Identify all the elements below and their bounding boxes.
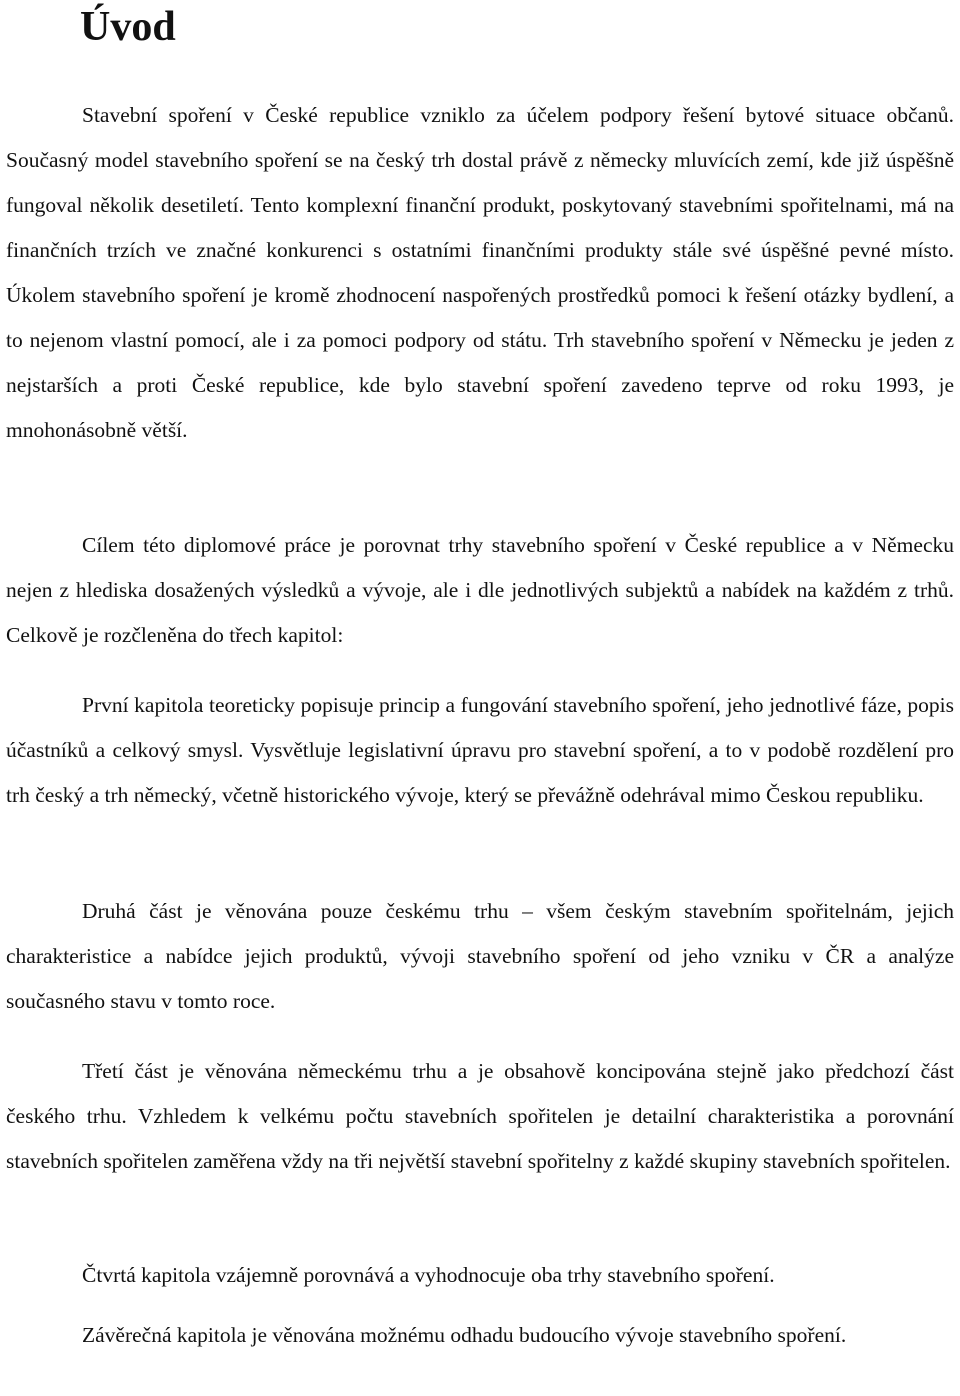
paragraph-chapter-2: Druhá část je věnována pouze českému trhu – všem českým stavebním spořitelnám, jejich charakteristice a nabídce jejich produktů, vývoji stavebního spoření od jeho vzniku v ČR a analýze současného stavu v tomto roce. <box>6 899 954 1013</box>
paragraph-chapter-1: První kapitola teoreticky popisuje princip a fungování stavebního spoření, jeho jednotlivé fáze, popis účastníků a celkový smysl. Vysvětluje legislativní úpravu pro stavební spoření, a to v podobě rozdělení pro trh český a trh německý, včetně historického vývoje, který se převážně odehrával mimo Českou republiku. <box>6 693 954 807</box>
paragraph-intro: Stavební spoření v České republice vzniklo za účelem podpory řešení bytové situace občanů. Současný model stavebního spoření se na český trh dostal právě z německy mluvících zemí, kde již úspěšně fungoval několik desetiletí. Tento komplexní finanční produkt, poskytovaný stavebními spořitelnami, má na finančních trzích ve značné konkurenci s ostatními finančními produkty stále své úspěšné pevné místo. Úkolem stavebního spoření je kromě zhodnocení naspořených prostředků pomoci k řešení otázky bydlení, a to nejenom vlastní pomocí, ale i za pomoci podpory od státu. Trh stavebního spoření v Německu je jeden z nejstarších a proti České republice, kde bylo stavební spoření zavedeno teprve od roku 1993, je mnohonásobně větší. <box>6 103 954 442</box>
paragraph-chapter-4: Čtvrtá kapitola vzájemně porovnává a vyhodnocuje oba trhy stavebního spoření. <box>82 1263 775 1287</box>
paragraph-chapter-3: Třetí část je věnována německému trhu a je obsahově koncipována stejně jako předchozí část českého trhu. Vzhledem k velkému počtu stavebních spořitelen je detailní charakteristika a porovnání stavebních spořitelen zaměřena vždy na tři největší stavební spořitelny z každé skupiny stavebních spořitelen. <box>6 1059 954 1173</box>
paragraph-goal: Cílem této diplomové práce je porovnat trhy stavebního spoření v České republice a v Německu nejen z hlediska dosažených výsledků a vývoje, ale i dle jednotlivých subjektů a nabídek na každém z trhů. Celkově je rozčleněna do třech kapitol: <box>6 533 954 647</box>
paragraph-final-chapter: Závěrečná kapitola je věnována možnému odhadu budoucího vývoje stavebního spoření. <box>82 1323 847 1347</box>
page-title: Úvod <box>80 4 176 50</box>
